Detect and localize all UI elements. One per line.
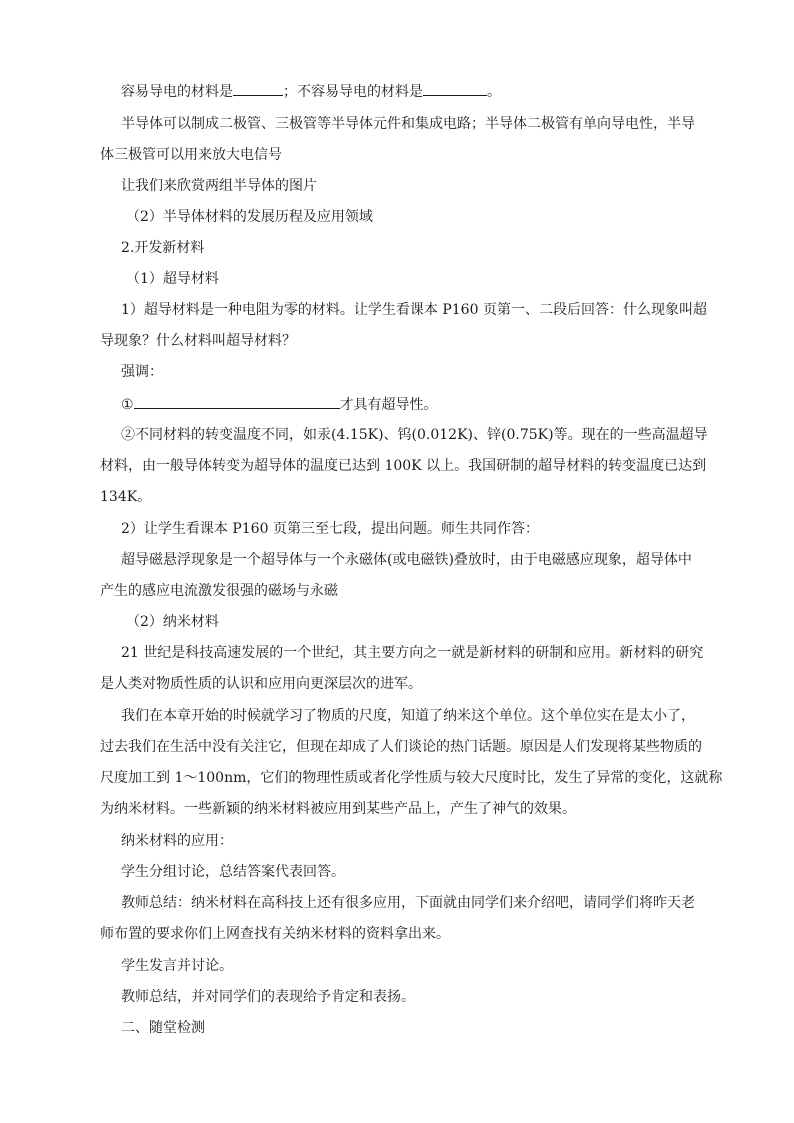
answer-blank-conductor[interactable]	[233, 80, 283, 96]
section-heading: 2.开发新材料	[121, 240, 205, 256]
paragraph-line: 纳米材料的应用：	[121, 833, 233, 849]
text-segment: 才具有超导性。	[339, 397, 438, 413]
paragraph-line: 导现象？什么材料叫超导材料？	[100, 333, 296, 349]
section-heading: 二、随堂检测	[121, 1020, 205, 1036]
paragraph-line: 教师总结：纳米材料在高科技上还有很多应用，下面就由同学们来介绍吧，请同学们将昨天老	[121, 895, 695, 911]
paragraph-line: 1）超导材料是一种电阻为零的材料。让学生看课本 P160 页第一、二段后回答：什么现象叫超	[121, 302, 707, 318]
list-marker: ①	[121, 397, 134, 413]
paragraph-line: 超导磁悬浮现象是一个超导体与一个永磁体(或电磁铁)叠放时，由于电磁感应现象，超导体中	[121, 552, 692, 568]
emphasis-line-1	[121, 393, 438, 415]
question-conductor-line	[121, 80, 501, 102]
answer-blank-insulator[interactable]	[423, 80, 487, 96]
paragraph-line: 21 世纪是科技高速发展的一个世纪，其主要方向之一就是新材料的研制和应用。新材料的研究	[121, 645, 704, 661]
section-heading: （2）纳米材料	[126, 614, 219, 630]
paragraph-line: ②不同材料的转变温度不同，如汞(4.15K)、钨(0.012K)、锌(0.75K)等。现在的一些高温超导	[121, 427, 708, 443]
paragraph-line: 学生发言并讨论。	[121, 958, 233, 974]
section-heading: （1）超导材料	[126, 271, 219, 287]
paragraph-line: 过去我们在生活中没有关注它，但现在却成了人们谈论的热门话题。原因是人们发现将某些物质的	[100, 739, 702, 755]
paragraph-line: 半导体可以制成二极管、三极管等半导体元件和集成电路；半导体二极管有单向导电性，半导	[121, 116, 695, 132]
paragraph-line: 2）让学生看课本 P160 页第三至七段，提出问题。师生共同作答：	[121, 521, 539, 537]
section-heading: （2）半导体材料的发展历程及应用领域	[126, 209, 373, 225]
paragraph-line: 体三极管可以用来放大电信号	[100, 147, 282, 163]
paragraph-line: 强调：	[121, 364, 163, 380]
paragraph-line: 产生的感应电流激发很强的磁场与永磁	[100, 583, 338, 599]
text-segment: 容易导电的材料是	[121, 84, 233, 100]
paragraph-line: 我们在本章开始的时候就学习了物质的尺度，知道了纳米这个单位。这个单位实在是太小了，	[121, 708, 695, 724]
text-segment: 。	[487, 84, 501, 100]
paragraph-line: 材料，由一般导体转变为超导体的温度已达到 100K 以上。我国研制的超导材料的转变温度已达到	[100, 458, 707, 474]
paragraph-line: 教师总结，并对同学们的表现给予肯定和表扬。	[121, 989, 415, 1005]
paragraph-line: 让我们来欣赏两组半导体的图片	[121, 178, 317, 194]
text-segment: ；不容易导电的材料是	[283, 84, 423, 100]
paragraph-line: 尺度加工到 1～100nm，它们的物理性质或者化学性质与较大尺度时比，发生了异常的变化，这就称	[100, 770, 723, 786]
paragraph-line: 师布置的要求你们上网查找有关纳米材料的资料拿出来。	[100, 926, 450, 942]
paragraph-line: 为纳米材料。一些新颖的纳米材料被应用到某些产品上，产生了神气的效果。	[100, 801, 576, 817]
answer-blank-superconductor[interactable]	[134, 393, 340, 409]
paragraph-line: 是人类对物质性质的认识和应用向更深层次的进军。	[100, 676, 422, 692]
paragraph-line: 学生分组讨论，总结答案代表回答。	[121, 864, 345, 880]
paragraph-line: 134K。	[100, 489, 152, 505]
